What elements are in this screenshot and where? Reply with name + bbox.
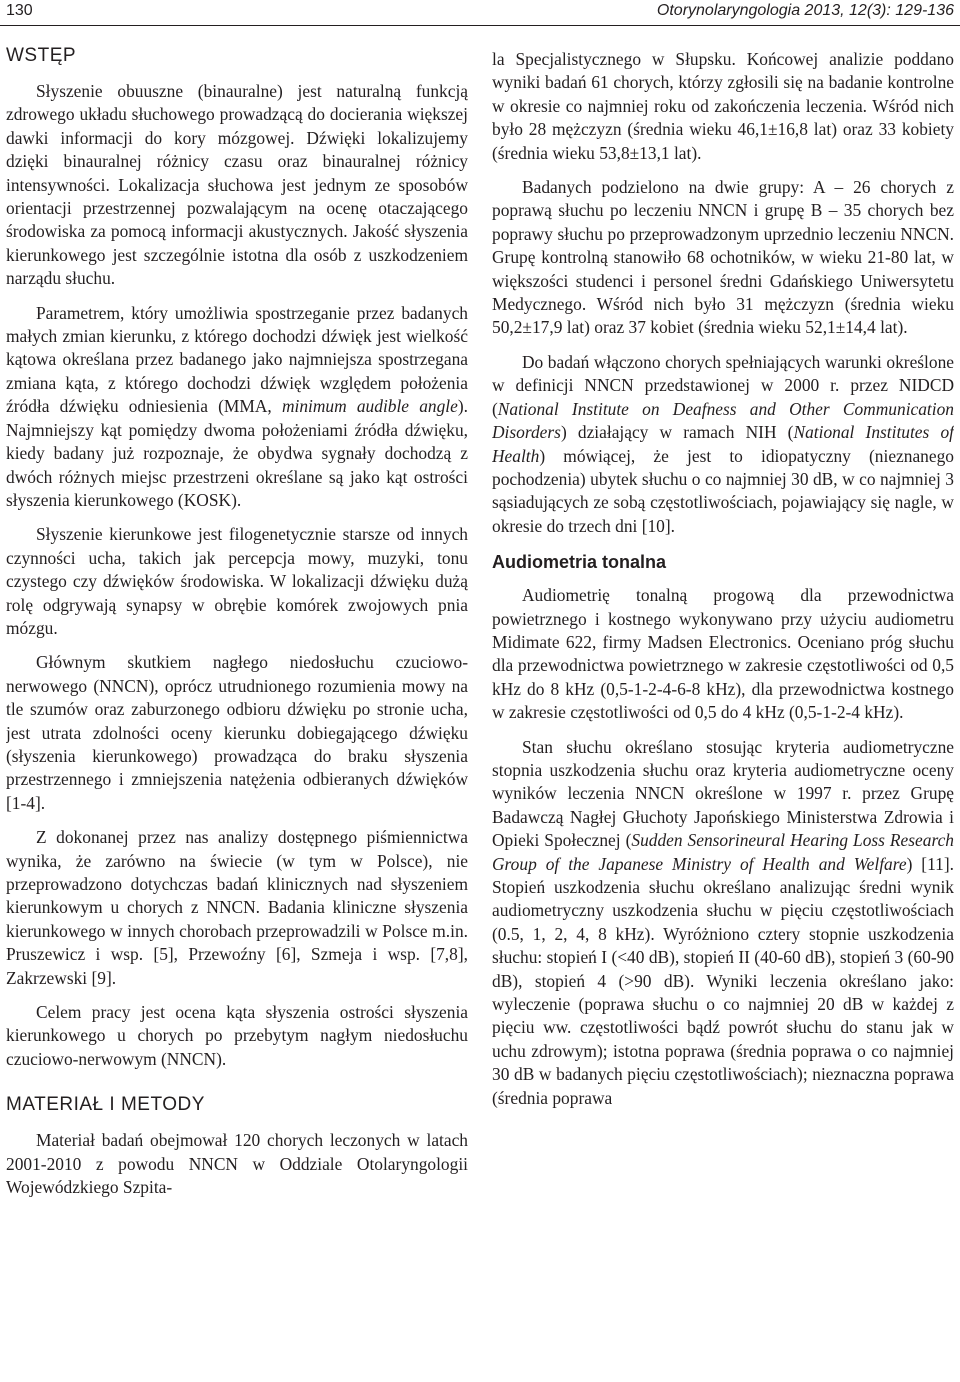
text-run: Do badań włączono chorych spełniających warunki określone w definicji NNCN przedstawionej w 2000 r. przez NIDCD ( <box>492 351 954 419</box>
journal-citation: Otorynolaryngologia 2013, 12(3): 129-136 <box>656 2 954 19</box>
text-run: ) [11]. Stopień uszkodzenia słuchu określano analizując średni wynik audiometryczny uszkodzenia słuchu w pięciu częstotliwościach (0.5, 1, 2, 4, 8 kHz). Wyróżniono cztery stopnie uszkodzenia słuchu: stopień I (<40 dB), stopień II (40-60 dB), stopień 3 (60-90 dB), stopień 4 (>90 dB). Wyniki leczenia określano jako: wyleczenie (poprawa słuchu o co najmniej 20 dB w każdej z pięciu ww. częstotliwości bądź powrót słuchu do stanu jak w uchu zdrowym); istotna poprawa (średnia poprawa o co najmniej 30 dB w badanych pięciu częstotliwościach); nieznaczna poprawa (średnia poprawa <box>492 853 954 1108</box>
text-run: Parametrem, który umożliwia spostrzeganie przez badanych małych zmian kierunku, z którego dochodzi dźwięk jest wielkość kątowa określana przez badanego jako najmniejsza spostrzegana zmiana kąta, z którego dochodzi dźwięk względem położenia źródła dźwięku odniesienia (MMA, <box>6 302 468 417</box>
italic-term: Sudden Sensorineural Hearing Loss Research Group of the Japanese Ministry of Health and Welfare <box>492 830 954 874</box>
section-heading-intro: WSTĘP <box>6 45 77 66</box>
right-column <box>492 48 954 1382</box>
page-number: 130 <box>6 2 33 19</box>
paragraph-intro-6: Celem pracy jest ocena kąta słyszenia ostrości słyszenia kierunkowego u chorych po przebytym nagłym niedosłuchu czuciowo-nerwowym (NNCN). <box>6 1002 468 1069</box>
paragraph-audiometry-2 <box>492 736 954 1111</box>
subsection-heading-audiometry: Audiometria tonalna <box>492 552 667 573</box>
text-run: ) działający w ramach NIH ( <box>560 422 794 443</box>
text-run: ) mówiącej, że jest to idiopatyczny (nieznanego pochodzenia) ubytek słuchu o co najmniej 30 dB, w co najmniej 3 sąsiadujących ze sobą częstotliwościach, pojawiający się nagle, w okresie do trzech dni [10]. <box>492 445 954 536</box>
italic-term: National Institutes of Health <box>492 422 954 466</box>
italic-term: minimum audible angle <box>281 396 458 417</box>
paragraph-audiometry-1: Audiometrię tonalną progową dla przewodnictwa powietrznego i kostnego wykonywano przy użyciu audiometru Midimate 622, firmy Madsen Electronics. Oceniano próg słuchu dla przewodnictwa powietrznego w zakresie częstotliwości od 0,5 kHz do 8 kHz (0,5-1-2-4-6-8 kHz), dla przewodnictwa kostnego w zakresie częstotliwości od 0,5 do 4 kHz (0,5-1-2-4 kHz). <box>492 585 954 723</box>
running-header <box>0 0 960 26</box>
left-column <box>6 44 468 1378</box>
paragraph-intro-4: Głównym skutkiem nagłego niedosłuchu czuciowo-nerwowego (NNCN), oprócz utrudnionego rozumienia mowy na tle szumów oraz zaburzonego odbioru dźwięku po stronie ucha, jest utrata zdolności oceny kierunku dobiegającego dźwięku (słyszenia kierunkowego) prowadząca do braku słyszenia przestrzennego i zmniejszenia natężenia odbieranych dźwięków [1-4]. <box>6 652 468 813</box>
text-run: ). Najmniejszy kąt pomiędzy dwoma położeniami źródła dźwięku, kiedy badany już rozpoznaje, że obydwa sygnały dochodzą z dwóch różnych miejsc przestrzeni określane są jako kąt ostrości słyszenia kierunkowego (KOSK). <box>6 396 468 510</box>
paragraph-intro-1: Słyszenie obuuszne (binauralne) jest naturalną funkcją zdrowego układu słuchowego prowadzącą do docierania większej dawki informacji do kory mózgowej. Dźwięki lokalizujemy dzięki binauralnej różnicy czasu oraz binauralnej różnicy intensywności. Lokalizacja słuchowa jest jednym ze sposobów orientacji przestrzennej pozwalającym na ocenę otaczającego środowiska za pomocą informacji akustycznych. Jakość słyszenia kierunkowego jest szczególnie istotna dla osób z uszkodzeniem narządu słuchu. <box>6 81 468 289</box>
section-heading-methods: MATERIAŁ I METODY <box>6 1094 205 1116</box>
paragraph-methods-2: Badanych podzielono na dwie grupy: A – 26 chorych z poprawą słuchu po leczeniu NNCN i grupę B – 35 chorych bez poprawy słuchu po przeprowadzonym uprzednio leczeniu NNCN. Grupę kontrolną stanowiło 68 ochotników, w wieku 21-80 lat, w większości studenci i personel średni Gdańskiego Uniwersytetu Medycznego. Wśród nich było 31 mężczyzn (średnia wieku 50,2±17,9 lat) oraz 37 kobiet (średnia wieku 52,1±14,4 lat). <box>492 177 954 338</box>
paragraph-methods-1: Materiał badań obejmował 120 chorych leczonych w latach 2001-2010 z powodu NNCN w Oddziale Otolaryngologii Wojewódzkiego Szpita- <box>6 1130 468 1198</box>
paragraph-methods-1-cont: la Specjalistycznego w Słupsku. Końcowej analizie poddano wyniki badań 61 chorych, którzy zgłosili się na badanie kontrolne w okresie co najmniej roku od zakończenia leczenia. Wśród nich było 28 mężczyzn (średnia wieku 46,1±16,8 lat) oraz 33 kobiety (średnia wieku 53,8±13,1 lat). <box>492 49 954 163</box>
text-run: Stan słuchu określano stosując kryteria audiometryczne stopnia uszkodzenia słuchu oraz kryteria audiometryczne oceny wyników leczenia NNCN określone w 1997 r. przez Grupę Badawczą Nagłej Głuchoty Japońskiego Ministerstwa Zdrowia i Opieki Społecznej ( <box>492 736 954 851</box>
italic-term: National Institute on Deafness and Other Communication Disorders <box>492 398 954 443</box>
paragraph-intro-3: Słyszenie kierunkowe jest filogenetycznie starsze od innych czynności ucha, takich jak percepcja mowy, muzyki, tonu czystego czy dźwięków środowiska. W lokalizacji dźwięku dużą rolę odgrywają synapsy w obrębie komórek zwojowych pnia mózgu. <box>6 524 468 638</box>
paragraph-intro-2 <box>6 302 468 513</box>
paragraph-methods-3 <box>492 351 954 538</box>
paragraph-intro-5: Z dokonanej przez nas analizy dostępnego piśmiennictwa wynika, że zarówno na świecie (w tym w Polsce), nie przeprowadzono dotychczas badań klinicznych nad słyszeniem kierunkowym u chorych z NNCN. Badania kliniczne słyszenia kierunkowego w innych chorobach przeprowadzili w Polsce m.in. Pruszewicz i wsp. [5], Przewoźny [6], Szmeja i wsp. [7,8], Zakrzewski [9]. <box>6 827 468 988</box>
